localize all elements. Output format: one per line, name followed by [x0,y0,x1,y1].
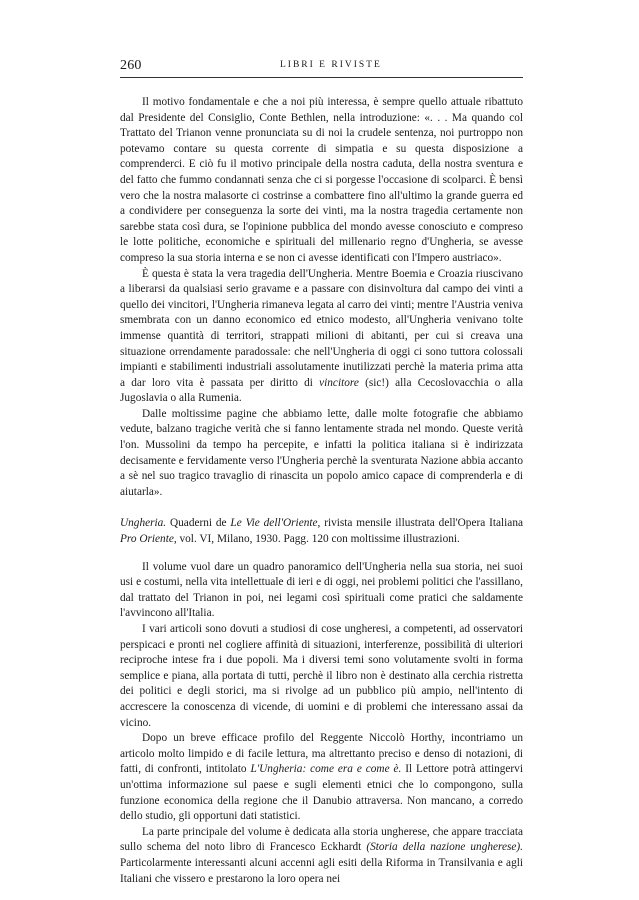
review-journal: Le Vie dell'Oriente [230,517,318,530]
review-text-c: , vol. VI, Milano, 1930. Pagg. 120 con moltissime illustrazioni. [173,533,460,546]
paragraph-7-text: La parte principale del volume è dedicata alla storia ungherese, che appare tracciata sullo schema del noto libro di Francesco Eckhardt [120,825,523,854]
paragraph-7 [120,825,523,887]
paragraph-2-end: (sic!) alla Cecoslovacchia o alla Jugoslavia o alla Rumenia. [120,376,523,405]
body-text [120,95,523,887]
paragraph-7-end: Particolarmente interessanti alcuni accenni agli esiti della Riforma in Transilvania e agli Italiani che vissero e prestarono la loro opera nei [120,856,523,885]
paragraph-2-italic: vincitore [319,376,359,389]
running-head: LIBRI E RIVISTE [280,60,382,70]
paragraph-6-italic: L'Ungheria: come era e come è. [250,763,402,776]
review-title: Ungheria. [120,517,167,530]
paragraph-6 [120,731,523,825]
paragraph-3: Dalle moltissime pagine che abbiamo lette, dalle molte fotografie che abbiamo vedute, balzano tragiche verità che si fanno lentamente strada nel mondo. Queste verità l'on. Mussolini da tempo ha percepite, e infatti la politica italiana si è indirizzata decisamente e fervidamente verso l'Ungheria perchè la sventurata Nazione abbia accanto a sè nel suo tragico travaglio di rinascita un popolo amico capace di comprenderla e di aiutarla». [120,407,523,498]
review-publisher: Pro Oriente [120,533,174,546]
review-heading [120,516,523,547]
review-text-b: , rivista mensile illustrata dell'Opera Italiana [317,517,523,530]
paragraph-2-text: È questa è stata la vera tragedia dell'Ungheria. Mentre Boemia e Croazia riuscivano a liberarsi da qualsiasi serio gravame e a passare con disinvoltura dal campo dei vinti a quello dei vincitori, l'Ungheria rimaneva legata al carro dei vinti; mentre l'Austria veniva smembrata con un danno economico ed etnico modesto, all'Ungheria venivano tolte immense quantità di territori, strappati milioni di abitanti, per cui si creava una situazione orrendamente paradossale: che nell'Ungheria di oggi ci sono tuttora colossali impianti e stabilimenti industriali assolutamente inutilizzati perchè la materia prima atta a dar loro vita è passata per diritto di [120,267,523,389]
paragraph-2 [120,267,523,407]
paragraph-7-italic: (Storia della nazione ungherese). [366,841,523,854]
paragraph-1: Il motivo fondamentale e che a noi più interessa, è sempre quello attuale ribattuto dal Presidente del Consiglio, Conte Bethlen, nella introduzione: «. . . Ma quando col Trattato del Trianon venne pronunciata su di noi la crudele sentenza, noi purtroppo non potevamo contare su questa corrente di simpatia e su questa disposizione a comprenderci. E ciò fu il motivo principale della nostra caduta, della nostra sventura e del fatto che fummo condannati senza che ci si porgesse l'occasione di scolparci. È bensì vero che la nostra malasorte ci costrinse a combattere fino all'ultimo la grande guerra ed a condividere per conseguenza la sorte dei vinti, ma la nostra tragedia certamente non sarebbe stata così dura, se l'opinione pubblica del mondo avesse conosciuto e compreso le lotte politiche, economiche e spirituali del millenario regno d'Ungheria, se avesse compreso la sua storia interna e se non ci avesse identificati con l'Impero austriaco». [120,96,523,264]
paragraph-6-end: Il Lettore potrà attingervi un'ottima informazione sul paese e sugli elementi etnici che lo compongono, sulla funzione economica della regione che il Danubio attraversa. Non mancano, a corredo dello studio, gli opportuni dati statistici. [120,763,523,823]
review-text-a: Quaderni de [170,517,227,530]
header-rule [120,77,523,78]
paragraph-5: I vari articoli sono dovuti a studiosi di cose ungheresi, a competenti, ad osservatori perspicaci e pronti nel cogliere affinità di situazioni, interferenze, possibilità di ulteriori reciproche intese fra i due popoli. Ma i diversi temi sono volutamente svolti in forma semplice e piana, alla portata di tutti, perchè il libro non è destinato alla cerchia ristretta dei politici e degli storici, ma si rivolge ad un pubblico più ampio, nell'intento di accrescere la conoscenza di vicende, di uomini e di problemi che interessano assai da vicino. [120,623,523,729]
paragraph-4: Il volume vuol dare un quadro panoramico dell'Ungheria nella sua storia, nei suoi usi e costumi, nella vita intellettuale di ieri e di oggi, nei problemi politici che l'assillano, dal trattato del Trianon in poi, nei legami così spirituali come pratici che saldamente l'avvincono all'Italia. [120,560,523,620]
page-number: 260 [120,58,142,73]
paragraph-6-text: Dopo un breve efficace profilo del Reggente Niccolò Horthy, incontriamo un articolo molto limpido e di facile lettura, ma altrettanto preciso e denso di notazioni, di fatti, di confronti, intitolato [120,732,523,776]
page-header [120,58,523,80]
